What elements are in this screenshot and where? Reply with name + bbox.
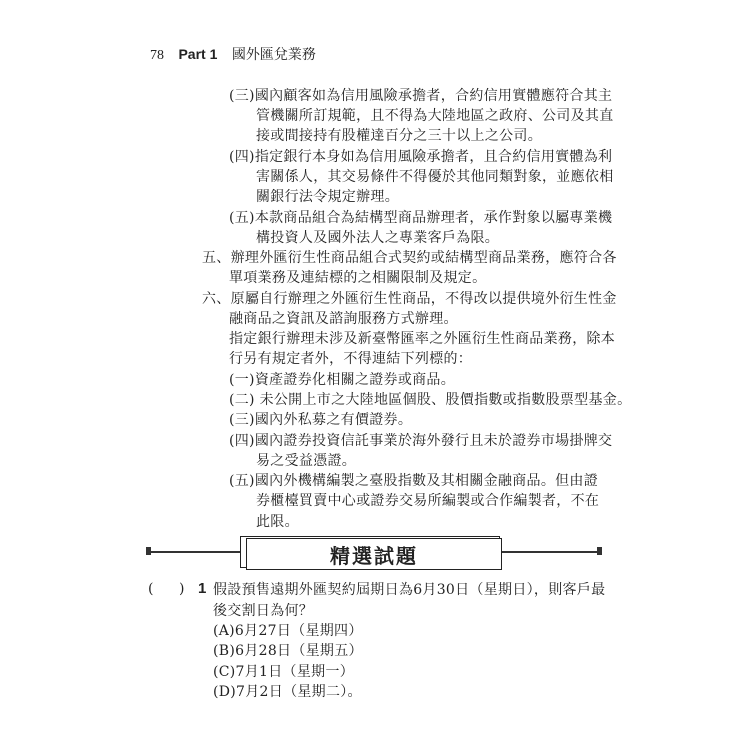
text-line: 關銀行法令規定辦理。	[256, 189, 399, 205]
answer-option-a: (A)6月27日（星期四）	[213, 623, 363, 639]
section-title: 精選試題	[246, 538, 502, 570]
answer-option-c: (C)7月1日（星期一）	[213, 664, 355, 680]
text-line: (三)國內外私募之有價證券。	[229, 412, 413, 428]
text-line: (二) 未公開上市之大陸地區個股、股價指數或指數股票型基金。	[229, 392, 632, 408]
chapter-title: 國外匯兌業務	[231, 47, 316, 63]
text-line: (四)國內證券投資信託事業於海外發行且未於證券市場掛牌交	[229, 433, 613, 449]
answer-option-b: (B)6月28日（星期五）	[213, 643, 363, 659]
text-line: 五、辦理外匯衍生性商品組合式契約或結構型商品業務，應符合各	[202, 250, 617, 266]
part-label: Part 1	[178, 46, 218, 62]
banner-rule-cap-right	[597, 547, 602, 555]
text-line: 易之受益憑證。	[256, 453, 357, 469]
answer-paren-close: )	[179, 581, 185, 597]
text-line: (三)國內顧客如為信用風險承擔者，合約信用實體應符合其主	[229, 88, 613, 104]
question-number: 1	[198, 580, 207, 597]
question-text: 假設預售遠期外匯契約屆期日為6月30日（星期日），則客戶最	[213, 582, 606, 598]
banner-rule-left	[146, 551, 242, 553]
page-header	[150, 44, 316, 64]
text-line: 構投資人及國外法人之專業客戶為限。	[256, 230, 500, 246]
text-line: 指定銀行辦理未涉及新臺幣匯率之外匯衍生性商品業務，除本	[229, 331, 616, 347]
text-line: 六、原屬自行辦理之外匯衍生性商品，不得改以提供境外衍生性金	[202, 291, 617, 307]
banner-rule-right	[498, 551, 602, 553]
text-line: 管機關所訂規範，且不得為大陸地區之政府、公司及其直	[256, 108, 614, 124]
text-line: (四)指定銀行本身如為信用風險承擔者，且合約信用實體為利	[229, 149, 613, 165]
page-number: 78	[150, 48, 164, 63]
text-line: 害關係人，其交易條件不得優於其他同類對象，並應依相	[256, 169, 614, 185]
answer-paren-open: (	[148, 581, 154, 597]
text-line: (五)本款商品組合為結構型商品辦理者，承作對象以屬專業機	[229, 210, 613, 226]
answer-option-d: (D)7月2日（星期二）。	[213, 684, 362, 700]
text-line: (五)國內外機構編製之臺股指數及其相關金融商品。但由證	[229, 473, 599, 489]
text-line: 融商品之資訊及諮詢服務方式辦理。	[229, 311, 458, 327]
text-line: 此限。	[256, 514, 299, 530]
text-line: (一)資產證券化相關之證券或商品。	[229, 372, 456, 388]
question-text: 後交割日為何？	[213, 603, 314, 619]
text-line: 行另有規定者外，不得連結下列標的：	[229, 351, 473, 367]
text-line: 接或間接持有股權達百分之三十以上之公司。	[256, 128, 542, 144]
text-line: 單項業務及連結標的之相關限制及規定。	[229, 270, 487, 286]
text-line: 券櫃檯買賣中心或證券交易所編製或合作編製者，不在	[256, 493, 600, 509]
